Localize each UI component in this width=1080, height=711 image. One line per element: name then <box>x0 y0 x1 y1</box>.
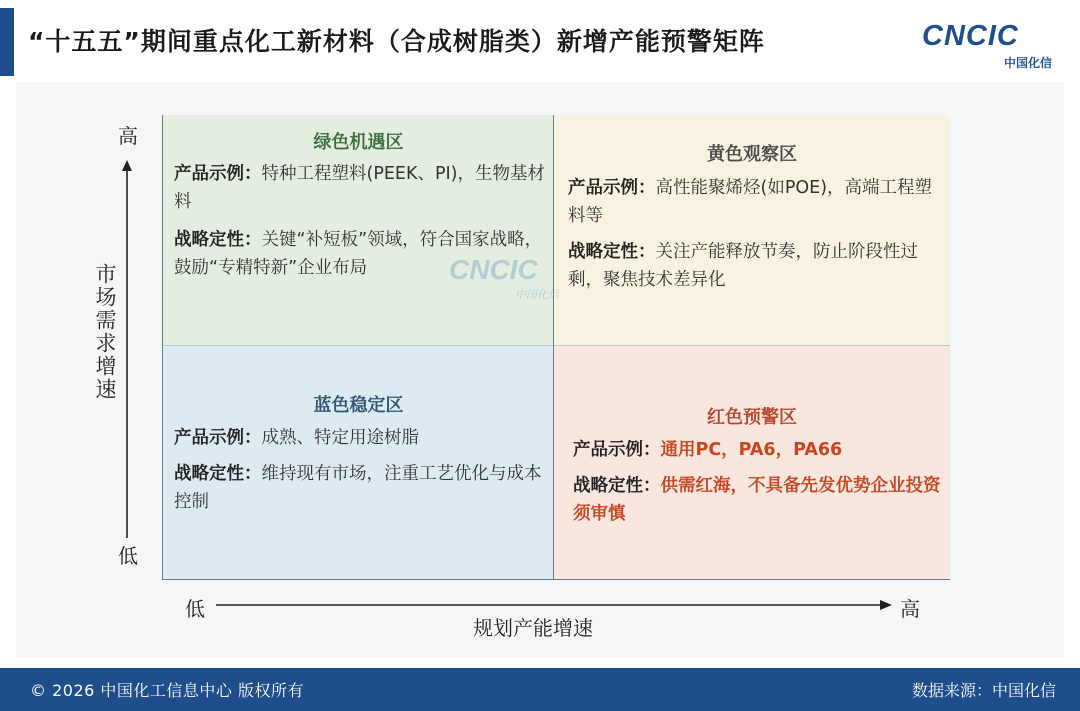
yellow-products-text: 高性能聚烯烃(如POE)，高端工程塑料等 <box>568 178 933 226</box>
x-axis-line <box>162 579 950 580</box>
blue-products-text: 成熟、特定用途树脂 <box>261 428 419 448</box>
y-axis-title: 市场需求增速 <box>93 263 117 401</box>
red-products-label: 产品示例： <box>573 440 661 460</box>
red-zone-title: 红色预警区 <box>707 407 797 428</box>
red-products <box>573 436 943 464</box>
y-axis-line <box>162 115 163 580</box>
green-products-text: 特种工程塑料(PEEK、PI)，生物基材料 <box>174 164 546 212</box>
footer-copyright: © 2026 中国化工信息中心 版权所有 <box>30 681 304 700</box>
y-axis-high-label: 高 <box>118 124 138 148</box>
logo-wordmark: CNCIC <box>922 20 1019 52</box>
x-axis-title: 规划产能增速 <box>473 616 593 640</box>
cncic-logo <box>918 14 1066 70</box>
yellow-strategy <box>568 238 940 294</box>
red-strategy-label: 战略定性： <box>573 476 661 496</box>
green-strategy-text: 关键“补短板”领域，符合国家战略，鼓励“专精特新”企业布局 <box>174 230 543 278</box>
blue-products <box>174 424 546 452</box>
red-strategy-text: 供需红海，不具备先发优势企业投资须审慎 <box>573 476 941 524</box>
green-strategy-label: 战略定性： <box>174 230 262 250</box>
footer-source: 数据来源：中国化信 <box>911 681 1056 700</box>
watermark-chinese-name: 中国化信 <box>515 288 559 301</box>
vertical-divider <box>553 115 554 580</box>
yellow-zone-title: 黄色观察区 <box>707 144 797 165</box>
blue-strategy-label: 战略定性： <box>174 464 262 484</box>
x-axis-high-label: 高 <box>900 597 920 621</box>
green-zone-title: 绿色机遇区 <box>313 132 404 153</box>
logo-chinese-name: 中国化信 <box>1004 56 1053 70</box>
horizontal-divider <box>163 345 950 346</box>
blue-zone-title: 蓝色稳定区 <box>313 395 404 416</box>
blue-strategy <box>174 460 546 516</box>
blue-products-label: 产品示例： <box>174 428 262 448</box>
page-title: “十五五”期间重点化工新材料（合成树脂类）新增产能预警矩阵 <box>28 27 765 56</box>
watermark-wordmark: CNCIC <box>449 254 538 285</box>
x-axis-arrow-icon <box>216 598 892 612</box>
yellow-products <box>568 174 940 230</box>
yellow-strategy-label: 战略定性： <box>568 242 656 262</box>
green-products <box>174 160 546 216</box>
footer-bar <box>0 668 1080 711</box>
red-strategy <box>573 472 943 528</box>
cncic-watermark <box>445 252 605 304</box>
y-axis-arrow-icon <box>120 160 134 538</box>
green-products-label: 产品示例： <box>174 164 262 184</box>
red-products-text: 通用PC，PA6，PA66 <box>660 440 843 460</box>
x-axis-low-label: 低 <box>185 597 205 621</box>
title-accent-bar <box>0 8 14 76</box>
yellow-strategy-text: 关注产能释放节奏，防止阶段性过剩，聚焦技术差异化 <box>568 242 918 290</box>
blue-strategy-text: 维持现有市场，注重工艺优化与成本控制 <box>174 464 542 512</box>
yellow-products-label: 产品示例： <box>568 178 656 198</box>
y-axis-low-label: 低 <box>118 544 138 568</box>
